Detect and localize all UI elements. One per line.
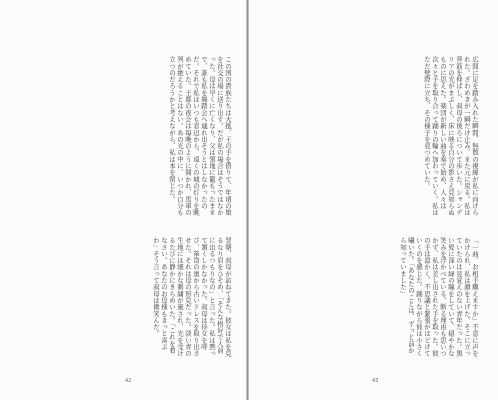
left-page-lower-text xyxy=(33,237,232,360)
left-page xyxy=(0,0,248,400)
right-page-lower-paragraph: 「一曲、お相手願えますか」不意に声をかけられ、私は顔を上げた。そこに立っていたのは見覚えのない青年だった。黒い髪に深い緑の瞳をしていて、穏やかな笑みを浮かべている。断る理由も思いつかず、私は差し出された手を取った。彼の手は温かく、不思議と緊張がほどけていくのを感じた。踊りながら彼は小さく囁いた。「あなたのことは、ずっと前から知っていました」 xyxy=(399,237,479,357)
left-page-number: 42 xyxy=(125,378,132,384)
right-page-lower-text xyxy=(275,237,479,360)
right-page-upper-text xyxy=(275,56,479,219)
left-page-lower-paragraph: 翌朝、叔母が訪ねてきた。彼女は私を見るなり眉をひそめ、「そんな格好で人前に出るつもりなの」と言った。私は黙って頷くしかなかった。叔母は侍女を呼び、箪笥の奥から古いドレスを取り出させた。それは母の形見だった。淡い青の生地には細かな刺繍が施され、光を受けるたびに静かにきらめいた。「これを着なさい。あなたのお母様もきっと喜ぶわ」そう言って叔母は微笑んだ。 xyxy=(152,237,232,357)
right-page-number: 43 xyxy=(372,378,379,384)
right-page-upper-paragraph: 広間に足を踏み入れた瞬間、無数の視線が私に向けられた。ざわめきが一瞬だけ止み、また元に戻る。私は背筋を伸ばし、叔母の後ろについて歩いた。シャンデリアの光がまぶしく、床に映る自分の影さえ見知らぬものに思えた。楽団が新しい曲を奏で始め、人々は次々と手を取り合って踊りの輪へ加わっていく。私はただ壁際に立ち、その様子を見つめていた。 xyxy=(423,56,479,216)
left-page-upper-paragraph: この国の貴族たちは大抵、王の手を借りて、年頃の娘を社交の場に送り出す。だが私の場合はそうではなかった。母は早くに亡くなり、父は領地に籠もったままで、誰も私を舞踏会へ連れ出そうとはしなかったのだ。それで私はいつも窓辺から、遠くの城の灯りを眺めていた。王都の夜会は毎晩のように開かれ、馬車の列が絶えることはない。あの光の中に、いつか自分も立つのだろうかと考えながら、私は本を閉じた。 xyxy=(168,56,232,216)
left-page-upper-text xyxy=(33,56,232,219)
right-page xyxy=(249,0,498,400)
